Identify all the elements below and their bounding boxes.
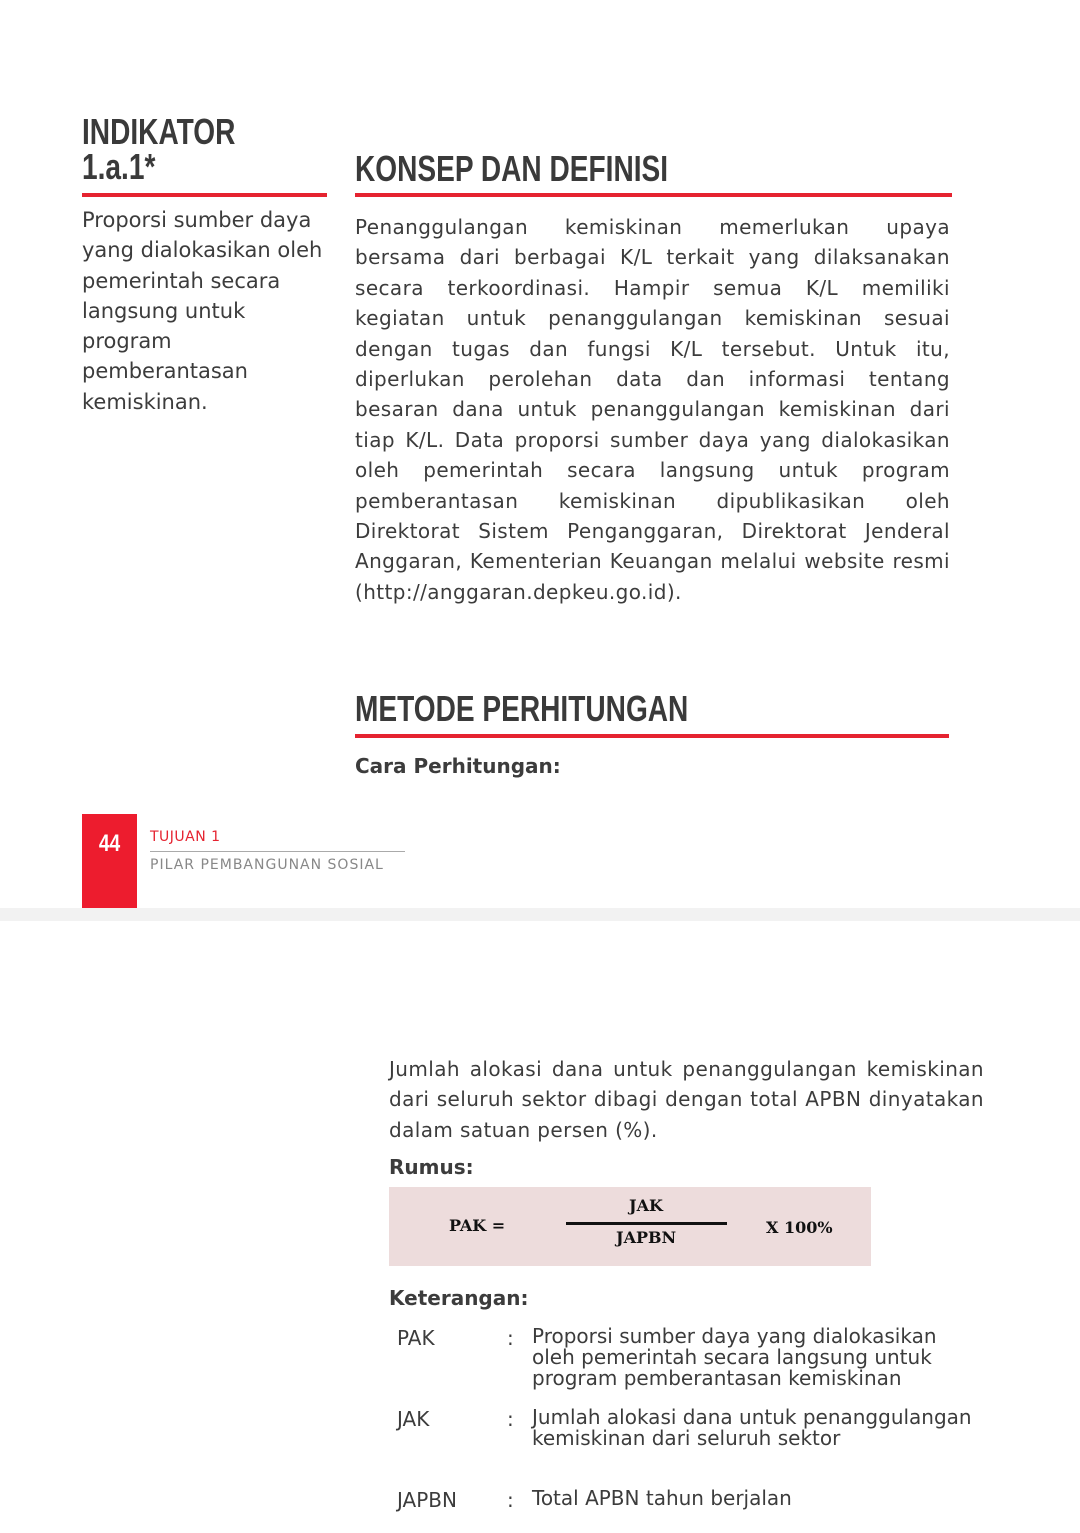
- page-number: 44: [98, 830, 121, 857]
- page-separator: [0, 908, 1080, 921]
- footer-divider: [150, 851, 405, 852]
- keterangan-colon: :: [507, 1326, 514, 1350]
- keterangan-term: PAK: [397, 1326, 435, 1350]
- cara-perhitungan-label: Cara Perhitungan:: [355, 754, 561, 778]
- keterangan-colon: :: [507, 1407, 514, 1431]
- indicator-title: [82, 111, 236, 187]
- formula-box: [389, 1187, 871, 1266]
- keterangan-definition: Jumlah alokasi dana untuk penanggulangan kemiskinan dari seluruh sektor: [532, 1405, 972, 1450]
- formula-denominator: JAPBN: [616, 1228, 677, 1247]
- indicator-title-line1: INDIKATOR: [82, 111, 236, 152]
- keterangan-term: JAK: [397, 1407, 430, 1431]
- konsep-divider: [355, 193, 952, 197]
- konsep-heading: KONSEP DAN DEFINISI: [355, 148, 669, 189]
- footer-goal-label: TUJUAN 1: [150, 829, 221, 845]
- metode-heading: METODE PERHITUNGAN: [355, 688, 689, 729]
- indicator-divider: [82, 193, 327, 197]
- keterangan-label: Keterangan:: [389, 1286, 529, 1310]
- page-number-block: [82, 814, 137, 908]
- indicator-title-line2: 1.a.1*: [82, 146, 156, 187]
- keterangan-colon: :: [507, 1488, 514, 1512]
- keterangan-definition: Total APBN tahun berjalan: [532, 1486, 792, 1510]
- metode-divider: [355, 734, 949, 738]
- formula-multiplier: X 100%: [766, 1218, 833, 1237]
- keterangan-term: JAPBN: [397, 1488, 457, 1512]
- cara-perhitungan-paragraph: Jumlah alokasi dana untuk penanggulangan kemiskinan dari seluruh sektor dibagi dengan total APBN dinyatakan dalam satuan persen (%).: [389, 1057, 984, 1142]
- indicator-description: Proporsi sumber daya yang dialokasikan oleh pemerintah secara langsung untuk program pemberantasan kemiskinan.: [82, 208, 323, 414]
- formula-lhs: PAK =: [449, 1216, 506, 1235]
- keterangan-definition: Proporsi sumber daya yang dialokasikan oleh pemerintah secara langsung untuk program pemberantasan kemiskinan: [532, 1324, 937, 1390]
- formula-fraction-bar: [566, 1222, 727, 1225]
- konsep-paragraph: Penanggulangan kemiskinan memerlukan upaya bersama dari berbagai K/L terkait yang dilaksanakan secara terkoordinasi. Hampir semua K/L memiliki kegiatan untuk penanggulangan kemiskinan sesuai dengan tugas dan fungsi K/L tersebut. Untuk itu, diperlukan perolehan data dan informasi tentang besaran dana untuk penanggulangan kemiskinan dari tiap K/L. Data proporsi sumber daya yang dialokasikan oleh pemerintah secara langsung untuk program pemberantasan kemiskinan dipublikasikan oleh Direktorat Sistem Penganggaran, Direktorat Jenderal Anggaran, Kementerian Keuangan melalui website resmi (http://anggaran.depkeu.go.id).: [355, 215, 950, 604]
- rumus-label: Rumus:: [389, 1155, 474, 1179]
- footer-pillar-label: PILAR PEMBANGUNAN SOSIAL: [150, 857, 384, 873]
- formula-numerator: JAK: [629, 1196, 663, 1215]
